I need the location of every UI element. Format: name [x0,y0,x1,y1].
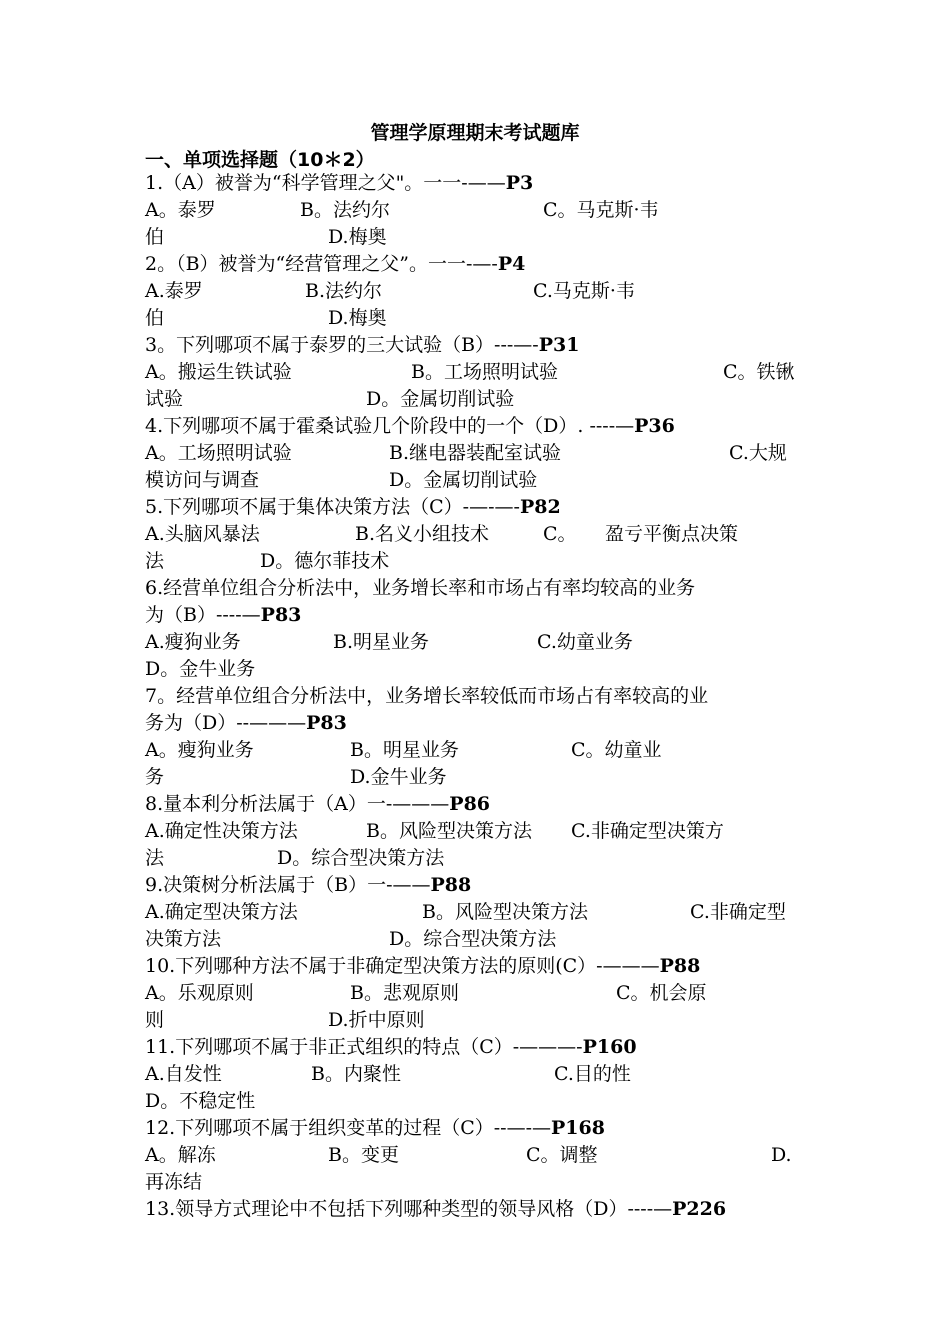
text-line [145,710,815,737]
text-segment: 4.下列哪项不属于霍桑试验几个阶段中的一个（D）. ----— [145,415,635,437]
text-segment: B。风险型决策方法 [422,901,588,923]
text-segment: C.幼童业务 [537,631,633,653]
text-segment: D。金牛业务 [145,658,256,680]
text-segment: A。解冻 [145,1144,216,1166]
text-segment: 法 [145,847,165,869]
text-segment: 12.下列哪项不属于组织变革的过程（C）--—-— [145,1117,552,1139]
page-reference: P83 [306,712,347,734]
text-segment: 决策方法 [145,928,222,950]
text-segment: 3。下列哪项不属于泰罗的三大试验（B）---—- [145,334,539,356]
text-segment: C.目的性 [554,1063,631,1085]
text-line [145,1088,815,1115]
text-segment: B。明星业务 [350,739,459,761]
page-reference: P160 [582,1036,637,1058]
text-segment: 9.决策树分析法属于（B）一-—— [145,874,431,896]
text-segment: 2。（B）被誉为“经营管理之父”。一一-—- [145,253,498,275]
text-line [145,413,815,440]
text-segment: C。调整 [526,1144,598,1166]
text-line [145,764,815,791]
text-segment: B。内聚性 [311,1063,401,1085]
page-reference: P4 [497,253,526,275]
text-line [145,1142,815,1169]
page-reference: P88 [430,874,472,896]
text-line [145,1115,815,1142]
text-segment: 务 [145,766,165,788]
text-line [145,602,815,629]
text-segment: B。变更 [328,1144,399,1166]
text-line [145,818,815,845]
text-line [145,467,815,494]
text-segment: A.确定性决策方法 [145,820,298,842]
text-segment: 5.下列哪项不属于集体决策方法（C）-—-—- [145,496,520,518]
text-segment: C。铁锹 [723,361,795,383]
text-segment: 伯 [145,307,165,329]
text-segment: D.折中原则 [328,1009,425,1031]
text-line [145,305,815,332]
text-line [145,494,815,521]
text-segment: 7。经营单位组合分析法中，业务增长率较低而市场占有率较高的业 [145,685,709,707]
text-segment: D。金属切削试验 [366,388,515,410]
text-segment: B.明星业务 [333,631,430,653]
text-line [145,575,815,602]
text-line [145,1169,815,1196]
text-line [145,791,815,818]
text-segment: D.梅奥 [328,226,387,248]
text-segment: B。风险型决策方法 [366,820,532,842]
text-segment: 试验 [145,388,184,410]
text-line [145,251,815,278]
text-segment: C.非确定型 [690,901,786,923]
text-segment: 11.下列哪项不属于非正式组织的特点（C）-———- [145,1036,583,1058]
text-segment: A。搬运生铁试验 [145,361,292,383]
text-line [145,1007,815,1034]
page-reference: P83 [260,604,302,626]
text-segment: D.金牛业务 [350,766,447,788]
text-segment: B.名义小组技术 [355,523,490,545]
text-segment: A。工场照明试验 [145,442,292,464]
text-segment: D。不稳定性 [145,1090,256,1112]
page-title: 管理学原理期末考试题库 [370,122,580,144]
text-segment: 8.量本利分析法属于（A）一-——— [145,793,450,815]
text-segment: C.大规 [729,442,787,464]
text-segment: C。机会原 [616,982,707,1004]
question-list [145,170,815,1223]
text-line [145,926,815,953]
text-segment: 盈亏平衡点决策 [605,523,739,545]
text-line [145,224,815,251]
text-segment: D。金属切削试验 [389,469,538,491]
text-segment: 1.（A）被誉为“科学管理之父"。一一-—— [145,172,506,194]
text-segment: B.法约尔 [305,280,383,302]
text-line [145,1196,815,1223]
text-segment: A。乐观原则 [145,982,254,1004]
text-segment: C。马克斯·韦 [543,199,659,221]
text-segment: C.非确定型决策方 [571,820,724,842]
page-reference: P226 [672,1198,727,1220]
page-reference: P36 [634,415,675,437]
text-segment: D.梅奥 [328,307,387,329]
text-line [145,548,815,575]
text-line [145,521,815,548]
text-segment: A。泰罗 [145,199,216,221]
text-segment: 6.经营单位组合分析法中，业务增长率和市场占有率均较高的业务 [145,577,696,599]
text-segment: 模访问与调查 [145,469,260,491]
text-line [145,872,815,899]
text-line [145,440,815,467]
text-line [145,656,815,683]
text-segment: D。德尔菲技术 [260,550,390,572]
text-line [145,683,815,710]
text-line [145,278,815,305]
page-reference: P168 [551,1117,605,1139]
text-segment: 再冻结 [145,1171,203,1193]
text-segment: D. [771,1144,792,1166]
text-segment: A.自发性 [145,1063,222,1085]
text-line [145,1034,815,1061]
text-segment: A.确定型决策方法 [145,901,298,923]
text-line [145,980,815,1007]
text-segment: 13.领导方式理论中不包括下列哪种类型的领导风格（D）----— [145,1198,673,1220]
text-segment: A.头脑风暴法 [145,523,260,545]
text-line [145,332,815,359]
text-segment: A.瘦狗业务 [145,631,241,653]
page-reference: P3 [505,172,534,194]
text-segment: D。综合型决策方法 [389,928,557,950]
text-segment: 法 [145,550,165,572]
text-line [145,953,815,980]
section-heading: 一、单项选择题（10＊2） [145,149,375,171]
text-line [145,170,815,197]
page-reference: P86 [449,793,491,815]
text-segment: 务为（D）--——— [145,712,307,734]
text-line [145,1061,815,1088]
text-segment: 伯 [145,226,165,248]
text-segment: D。综合型决策方法 [277,847,445,869]
text-segment: B.继电器装配室试验 [389,442,562,464]
text-segment: B。法约尔 [300,199,390,221]
text-segment: 则 [145,1009,165,1031]
page-reference: P31 [538,334,580,356]
text-segment: C。幼童业 [571,739,662,761]
page-reference: P88 [659,955,701,977]
text-line [145,899,815,926]
text-segment: 10.下列哪种方法不属于非确定型决策方法的原则(C）-——— [145,955,660,977]
text-line [145,197,815,224]
text-line [145,386,815,413]
text-segment: B。工场照明试验 [411,361,558,383]
text-segment: A。瘦狗业务 [145,739,254,761]
text-segment: A.泰罗 [145,280,203,302]
text-segment: B。悲观原则 [350,982,459,1004]
text-segment: 为（B）----— [145,604,261,626]
text-line [145,629,815,656]
text-segment: C。 [543,523,577,545]
text-line [145,359,815,386]
text-line [145,737,815,764]
page-reference: P82 [519,496,561,518]
text-segment: C.马克斯·韦 [533,280,635,302]
text-line [145,845,815,872]
